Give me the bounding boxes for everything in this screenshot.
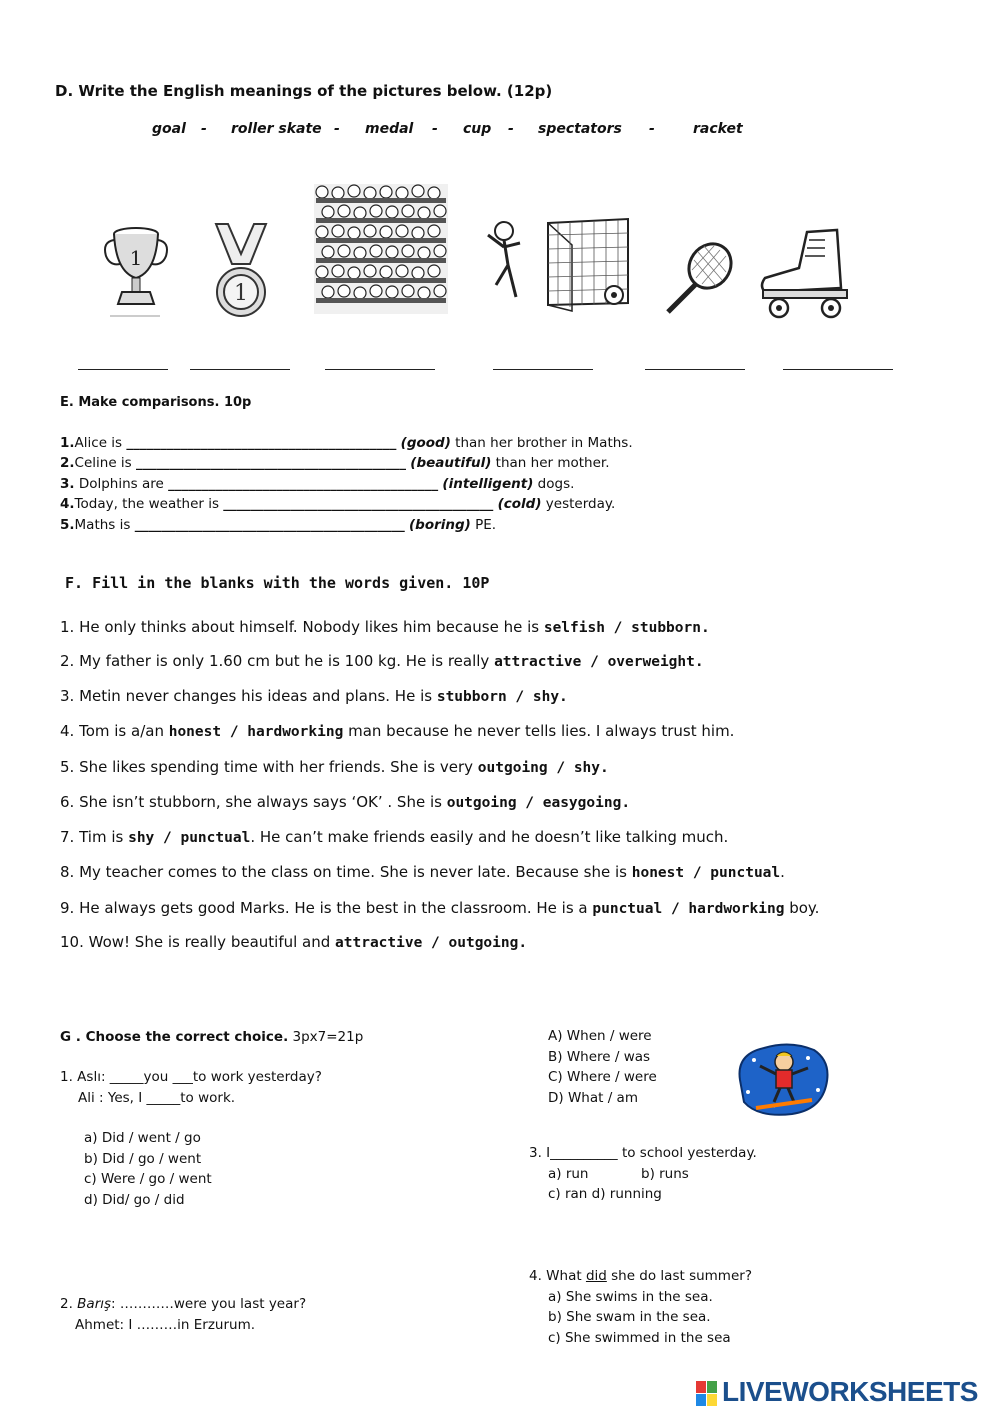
q3-line-1: 3. I__________ to school yesterday.	[529, 1145, 757, 1161]
choice-options[interactable]: outgoing / easygoing.	[446, 795, 631, 811]
q2-option-a[interactable]: A) When / were	[548, 1028, 652, 1044]
fill-item-1: 1. He only thinks about himself. Nobody likes him because he is selfish / stubborn.	[60, 618, 710, 636]
skiing-boy-image	[734, 1040, 832, 1118]
fill-item-5: 5. She likes spending time with her friends. She is very outgoing / shy.	[60, 758, 609, 776]
fill-item-4: 4. Tom is a/an honest / hardworking man because he never tells lies. I always trust him.	[60, 722, 735, 740]
choice-options[interactable]: stubborn / shy.	[436, 689, 568, 705]
section-f-heading: F. Fill in the blanks with the words given. 10P	[65, 574, 490, 592]
word-separator: -	[649, 121, 655, 137]
comparison-item-3: 3. Dolphins are ________________________________________ (intelligent) dogs.	[60, 476, 575, 492]
answer-blank-3[interactable]	[325, 369, 435, 370]
word-separator: -	[334, 121, 340, 137]
answer-blank[interactable]: ________________________________________	[223, 496, 494, 512]
answer-blank-4[interactable]	[493, 369, 593, 370]
q2-option-c[interactable]: C) Where / were	[548, 1069, 657, 1085]
choice-options[interactable]: selfish / stubborn.	[543, 620, 710, 636]
choice-options[interactable]: punctual / hardworking	[592, 901, 785, 917]
answer-blank-6[interactable]	[783, 369, 893, 370]
svg-text:1: 1	[129, 246, 143, 270]
word-separator: -	[201, 121, 207, 137]
comparison-item-5: 5.Maths is ________________________________________ (boring) PE.	[60, 517, 497, 533]
word-cup: cup	[463, 121, 492, 137]
comparison-item-2: 2.Celine is ________________________________________ (beautiful) than her mother.	[60, 455, 610, 471]
section-e-heading: E. Make comparisons. 10p	[60, 395, 252, 410]
word-separator: -	[432, 121, 438, 137]
trophy-cup-image	[100, 220, 172, 320]
choice-options[interactable]: attractive / outgoing.	[335, 935, 528, 951]
fill-item-3: 3. Metin never changes his ideas and plans. He is stubborn / shy.	[60, 687, 568, 705]
answer-blank-2[interactable]	[190, 369, 290, 370]
choice-options[interactable]: honest / hardworking	[168, 724, 344, 740]
word-roller-skate: roller skate	[231, 121, 322, 137]
choice-options[interactable]: attractive / overweight.	[494, 654, 704, 670]
q2-option-b[interactable]: B) Where / was	[548, 1049, 651, 1065]
roller-skate-image	[755, 228, 865, 320]
svg-text:1: 1	[234, 281, 248, 306]
q4-option-c[interactable]: c) She swimmed in the sea	[548, 1330, 731, 1346]
liveworksheets-logo: LIVEWORKSHEETS	[696, 1376, 978, 1408]
q1-line-2: Ali : Yes, I _____to work.	[78, 1090, 236, 1106]
section-g-heading: G . Choose the correct choice. 3px7=21p	[60, 1029, 364, 1045]
answer-blank-5[interactable]	[645, 369, 745, 370]
choice-options[interactable]: outgoing / shy.	[477, 760, 609, 776]
fill-item-7: 7. Tim is shy / punctual. He can’t make friends easily and he doesn’t like talking much.	[60, 828, 729, 846]
q2-line-1: 2. Barış: …………were you last year?	[60, 1296, 307, 1312]
q3-option-c-d[interactable]: c) ran d) running	[548, 1186, 662, 1202]
q4-option-b[interactable]: b) She swam in the sea.	[548, 1309, 711, 1325]
q4-line-1: 4. What did she do last summer?	[529, 1268, 752, 1284]
q1-option-a[interactable]: a) Did / went / go	[84, 1130, 201, 1146]
goal-image	[482, 215, 632, 315]
fill-item-10: 10. Wow! She is really beautiful and attractive / outgoing.	[60, 933, 528, 951]
word-racket: racket	[693, 121, 743, 137]
fill-item-9: 9. He always gets good Marks. He is the best in the classroom. He is a punctual / hardworking boy.	[60, 899, 820, 917]
fill-item-2: 2. My father is only 1.60 cm but he is 100 kg. He is really attractive / overweight.	[60, 652, 704, 670]
word-goal: goal	[152, 121, 186, 137]
choice-options[interactable]: shy / punctual	[128, 830, 251, 846]
answer-blank-1[interactable]	[78, 369, 168, 370]
choice-options[interactable]: honest / punctual	[631, 865, 781, 881]
comparison-item-1: 1.Alice is ________________________________________ (good) than her brother in Maths.	[60, 435, 633, 451]
logo-blocks-icon	[696, 1381, 718, 1407]
fill-item-8: 8. My teacher comes to the class on time. She is never late. Because she is honest / punctual.	[60, 863, 785, 881]
q3-option-a[interactable]: a) run	[548, 1166, 589, 1182]
answer-blank[interactable]: ________________________________________	[126, 435, 397, 451]
q2-line-2: Ahmet: I ………in Erzurum.	[75, 1317, 256, 1333]
tennis-racket-image	[658, 240, 738, 320]
answer-blank[interactable]: ________________________________________	[136, 455, 406, 471]
spectators-crowd-image	[314, 184, 448, 320]
medal-image	[202, 220, 280, 320]
q1-option-d[interactable]: d) Did/ go / did	[84, 1192, 185, 1208]
word-spectators: spectators	[538, 121, 622, 137]
q1-option-c[interactable]: c) Were / go / went	[84, 1171, 212, 1187]
word-separator: -	[508, 121, 514, 137]
fill-item-6: 6. She isn’t stubborn, she always says ‘OK’ . She is outgoing / easygoing.	[60, 793, 631, 811]
answer-blank[interactable]: ________________________________________	[134, 517, 405, 533]
comparison-item-4: 4.Today, the weather is ________________________________________ (cold) yesterday.	[60, 496, 616, 512]
q1-option-b[interactable]: b) Did / go / went	[84, 1151, 202, 1167]
q2-option-d[interactable]: D) What / am	[548, 1090, 638, 1106]
word-medal: medal	[365, 121, 414, 137]
section-d-heading: D. Write the English meanings of the pictures below. (12p)	[55, 82, 553, 100]
answer-blank[interactable]: ________________________________________	[168, 476, 439, 492]
q4-option-a[interactable]: a) She swims in the sea.	[548, 1289, 713, 1305]
q1-line-1: 1. Aslı: _____you ___to work yesterday?	[60, 1069, 322, 1085]
q3-option-b[interactable]: b) runs	[641, 1166, 689, 1182]
